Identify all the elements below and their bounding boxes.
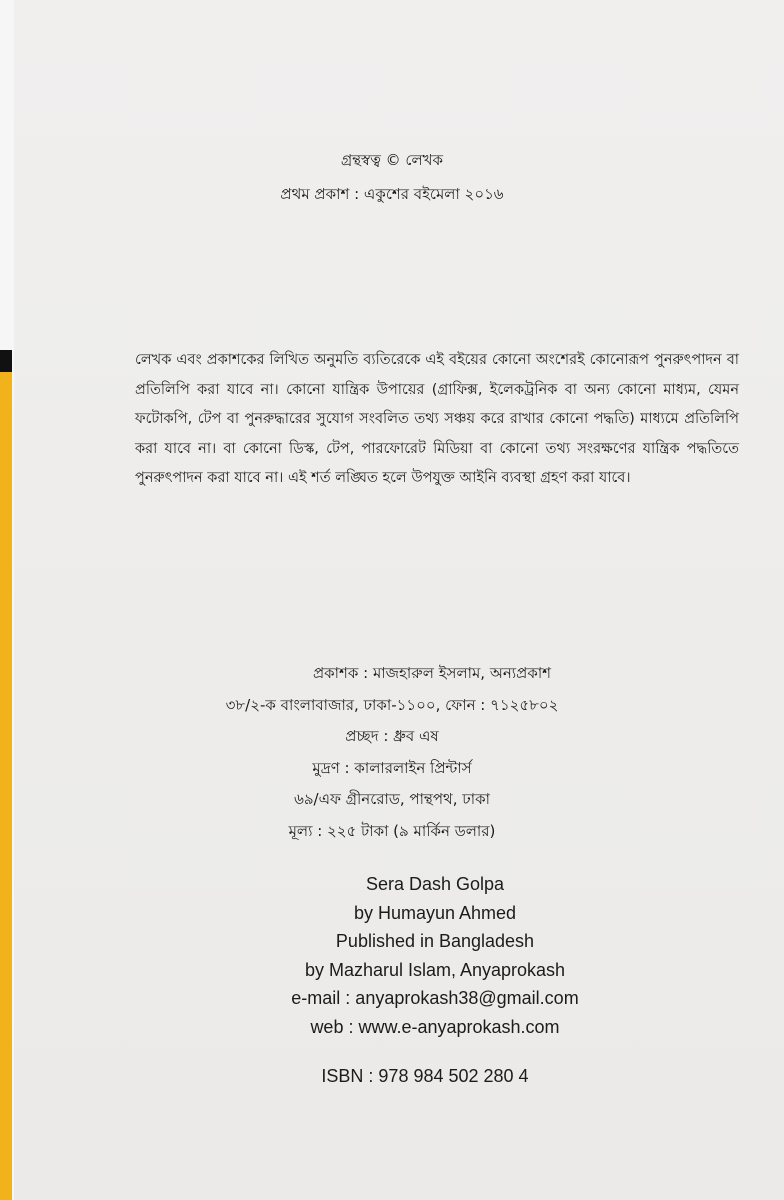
publisher-line: প্রকাশক : মাজহারুল ইসলাম, অন্যপ্রকাশ: [312, 664, 552, 682]
published-in-en: Published in Bangladesh: [335, 931, 535, 951]
book-title-en: Sera Dash Golpa: [365, 874, 505, 894]
legal-notice: লেখক এবং প্রকাশকের লিখিত অনুমতি ব্যতিরেকে এই বইয়ের কোনো অংশেরই কোনোরূপ পুনরুৎপাদন বা প্রতিলিপি করা যাবে না। কোনো যান্ত্রিক উপায়ের (গ্রাফিক্স, ইলেকট্রনিক বা অন্য কোনো মাধ্যম, যেমন ফটোকপি, টেপ বা পুনরুদ্ধারের সুযোগ সংবলিত তথ্য সঞ্চয় করে রাখার কোনো পদ্ধতি) মাধ্যমে প্রতিলিপি করা যাবে না। বা কোনো ডিস্ক, টেপ, পারফোরেট মিডিয়া বা কোনো তথ্য সংরক্ষণের যান্ত্রিক পদ্ধতিতে পুনরুৎপাদন করা যাবে না। এই শর্ত লঙ্ঘিত হলে উপযুক্ত আইনি ব্যবস্থা গ্রহণ করা যাবে।: [135, 352, 739, 486]
printing-line: মুদ্রণ : কালারলাইন প্রিন্টার্স: [312, 758, 472, 777]
spine-dark-band: [0, 350, 12, 372]
cover-artist-line: প্রচ্ছদ : ধ্রুব এষ: [345, 727, 439, 745]
publisher-en: by Mazharul Islam, Anyaprokash: [304, 959, 566, 980]
email-line: e-mail : anyaprokash38@gmail.com: [291, 988, 579, 1008]
printer-address-line: ৬৯/এফ গ্রীনরোড, পান্থপথ, ঢাকা: [294, 790, 490, 808]
address-line: ৩৮/২-ক বাংলাবাজার, ঢাকা-১১০০, ফোন : ৭১২৫৮০২: [225, 695, 559, 714]
copyright-line: গ্রন্থস্বত্ব © লেখক: [340, 151, 444, 169]
isbn-line: ISBN : 978 984 502 280 4: [321, 1066, 529, 1086]
publisher-section: [0, 658, 784, 847]
website-line: web : www.e-anyaprokash.com: [310, 1016, 560, 1037]
first-edition-line: প্রথম প্রকাশ : একুশের বইমেলা ২০১৬: [280, 185, 504, 203]
price-line: মূল্য : ২২৫ টাকা (৯ মার্কিন ডলার): [288, 821, 496, 840]
author-en: by Humayun Ahmed: [353, 902, 517, 923]
copyright-section: [0, 143, 784, 211]
english-imprint: [0, 870, 784, 1041]
